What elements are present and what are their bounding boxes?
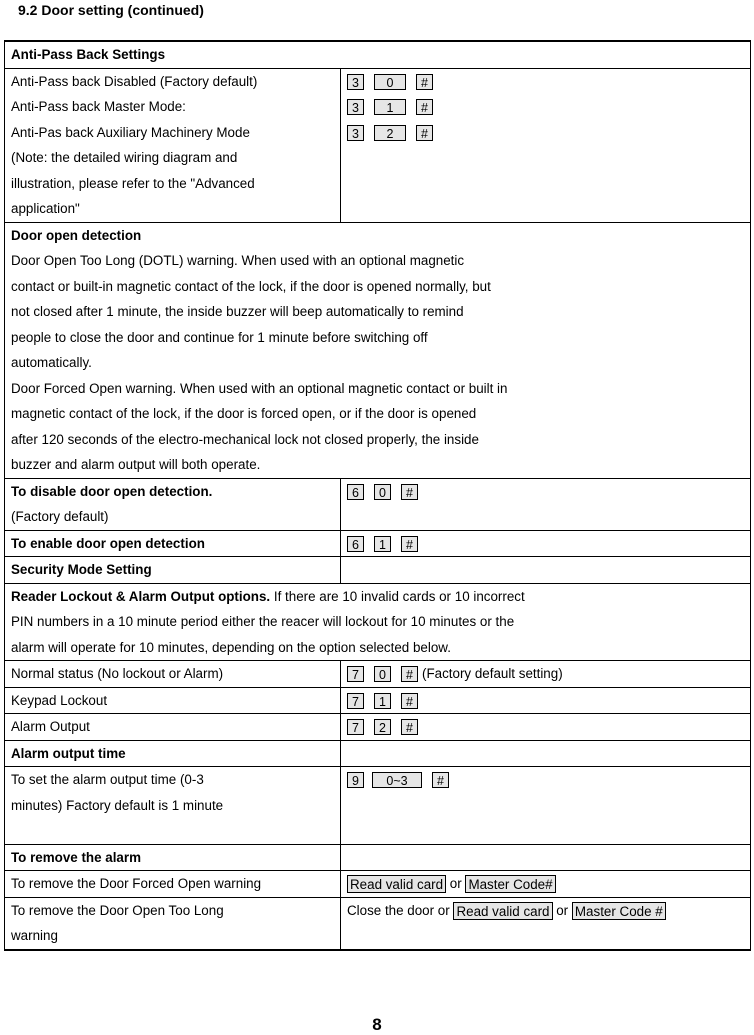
key-7: 7 [347, 719, 364, 735]
key-sequence-disabled [347, 69, 750, 95]
anti-pass-line: Anti-Pas back Auxiliary Machinery Mode [11, 124, 250, 140]
door-open-line: contact or built-in magnetic contact of the lock, if the door is opened normally, but [11, 278, 491, 294]
remove-forced-row [5, 871, 751, 898]
key-0: 0 [374, 74, 406, 90]
empty-cell [341, 740, 751, 767]
empty-cell [341, 844, 751, 871]
remove-dotl-label [5, 897, 341, 950]
alarm-time-header-row [5, 740, 751, 767]
remove-dotl-row [5, 897, 751, 950]
key-0: 0 [374, 666, 391, 682]
remove-forced-steps [347, 871, 750, 897]
key-3: 3 [347, 99, 364, 115]
key-2: 2 [374, 125, 406, 141]
key-0: 0 [374, 484, 391, 500]
alarm-output-row [5, 714, 751, 741]
keypad-lockout-keys [341, 687, 751, 714]
remove-dotl-line: warning [11, 928, 58, 943]
normal-status-note: (Factory default setting) [422, 666, 563, 681]
disable-detection-row [5, 478, 751, 530]
read-valid-card-box: Read valid card [453, 902, 552, 920]
key-1: 1 [374, 99, 406, 115]
key-6: 6 [347, 536, 364, 552]
security-intro-line: alarm will operate for 10 minutes, depending on the option selected below. [11, 639, 451, 655]
key-sequence-keypad [347, 688, 750, 714]
key-range: 0~3 [372, 772, 422, 788]
key-hash: # [416, 74, 433, 90]
door-settings-table [4, 40, 751, 951]
key-7: 7 [347, 693, 364, 709]
door-open-line: Door Forced Open warning. When used with an optional magnetic contact or built in [11, 380, 508, 396]
alarm-time-row [5, 767, 751, 845]
anti-pass-line: Anti-Pass back Disabled (Factory default) [11, 73, 258, 89]
key-sequence-disable [347, 479, 750, 505]
key-3: 3 [347, 125, 364, 141]
anti-pass-row [5, 68, 751, 222]
alarm-time-description [5, 767, 341, 845]
key-hash: # [416, 125, 433, 141]
security-intro-bold: Reader Lockout & Alarm Output options. [11, 588, 271, 604]
door-open-line: buzzer and alarm output will both operate. [11, 457, 261, 472]
remove-forced-action [341, 871, 751, 898]
master-code-box: Master Code# [465, 875, 555, 893]
page-number: 8 [372, 1015, 382, 1034]
key-6: 6 [347, 484, 364, 500]
door-open-line: not closed after 1 minute, the inside buzzer will beep automatically to remind [11, 304, 464, 319]
section-heading: 9.2 Door setting (continued) [18, 2, 204, 18]
anti-pass-line: (Note: the detailed wiring diagram and [11, 150, 238, 165]
security-header-row [5, 557, 751, 584]
enable-detection-row [5, 530, 751, 557]
disable-detection-label [5, 478, 341, 530]
remove-alarm-header: To remove the alarm [5, 844, 341, 871]
disable-detection-keys [341, 478, 751, 530]
read-valid-card-box: Read valid card [347, 875, 446, 893]
key-sequence-master [347, 94, 750, 120]
key-sequence-enable [347, 531, 750, 557]
door-open-line: Door Open Too Long (DOTL) warning. When used with an optional magnetic [11, 253, 465, 268]
anti-pass-header-row [5, 41, 751, 68]
key-3: 3 [347, 74, 364, 90]
close-door-text: Close the door or [347, 902, 450, 918]
alarm-output-keys [341, 714, 751, 741]
or-text: or [556, 902, 569, 918]
door-open-line: people to close the door and continue for 1 minute before switching off [11, 329, 428, 345]
key-2: 2 [374, 719, 391, 735]
door-open-line: automatically. [11, 355, 92, 370]
anti-pass-line: application" [11, 201, 80, 216]
or-text: or [449, 876, 462, 891]
door-open-line: after 120 seconds of the electro-mechanical lock not closed properly, the inside [11, 431, 479, 447]
alarm-time-keys [341, 767, 751, 845]
anti-pass-header: Anti-Pass Back Settings [5, 41, 751, 68]
remove-alarm-header-row [5, 844, 751, 871]
key-1: 1 [374, 693, 391, 709]
key-sequence-alarm [347, 714, 750, 740]
master-code-box: Master Code # [572, 902, 666, 920]
anti-pass-description [5, 68, 341, 222]
key-hash: # [401, 484, 418, 500]
door-open-header: Door open detection [11, 227, 142, 243]
key-sequence-normal [347, 661, 750, 687]
alarm-time-line: minutes) Factory default is 1 minute [11, 797, 224, 813]
key-hash: # [401, 693, 418, 709]
remove-dotl-line: To remove the Door Open Too Long [11, 902, 224, 918]
empty-cell [341, 557, 751, 584]
security-intro-rest: If there are 10 invalid cards or 10 incorrect [270, 588, 525, 604]
key-1: 1 [374, 536, 391, 552]
blank-line [11, 818, 340, 844]
remove-dotl-steps [347, 898, 750, 924]
disable-detection-note: (Factory default) [11, 509, 109, 524]
alarm-time-line: To set the alarm output time (0-3 [11, 772, 204, 787]
key-sequence-auxiliary [347, 120, 750, 146]
enable-detection-keys [341, 530, 751, 557]
keypad-lockout-label: Keypad Lockout [5, 687, 341, 714]
door-open-row [5, 222, 751, 478]
security-intro-line: PIN numbers in a 10 minute period either the reacer will lockout for 10 minutes or the [11, 614, 515, 629]
key-hash: # [401, 719, 418, 735]
key-hash: # [432, 772, 449, 788]
door-open-description [5, 222, 751, 478]
anti-pass-line: Anti-Pass back Master Mode: [11, 99, 186, 114]
normal-status-row [5, 661, 751, 688]
remove-forced-label: To remove the Door Forced Open warning [5, 871, 341, 898]
key-7: 7 [347, 666, 364, 682]
normal-status-label: Normal status (No lockout or Alarm) [5, 661, 341, 688]
anti-pass-line: illustration, please refer to the "Advanced [11, 175, 255, 191]
key-hash: # [401, 536, 418, 552]
disable-detection-title: To disable door open detection. [11, 483, 213, 499]
normal-status-keys [341, 661, 751, 688]
remove-dotl-action [341, 897, 751, 950]
alarm-time-header: Alarm output time [5, 740, 341, 767]
security-intro-first-line [11, 584, 750, 610]
security-header: Security Mode Setting [5, 557, 341, 584]
key-hash: # [401, 666, 418, 682]
key-9: 9 [347, 772, 364, 788]
key-sequence-alarm-time [347, 767, 750, 793]
alarm-output-label: Alarm Output [5, 714, 341, 741]
security-intro-row [5, 583, 751, 661]
key-hash: # [416, 99, 433, 115]
keypad-lockout-row [5, 687, 751, 714]
anti-pass-keys [341, 68, 751, 222]
security-intro [5, 583, 751, 661]
enable-detection-label: To enable door open detection [5, 530, 341, 557]
door-open-line: magnetic contact of the lock, if the door is forced open, or if the door is opened [11, 406, 477, 421]
